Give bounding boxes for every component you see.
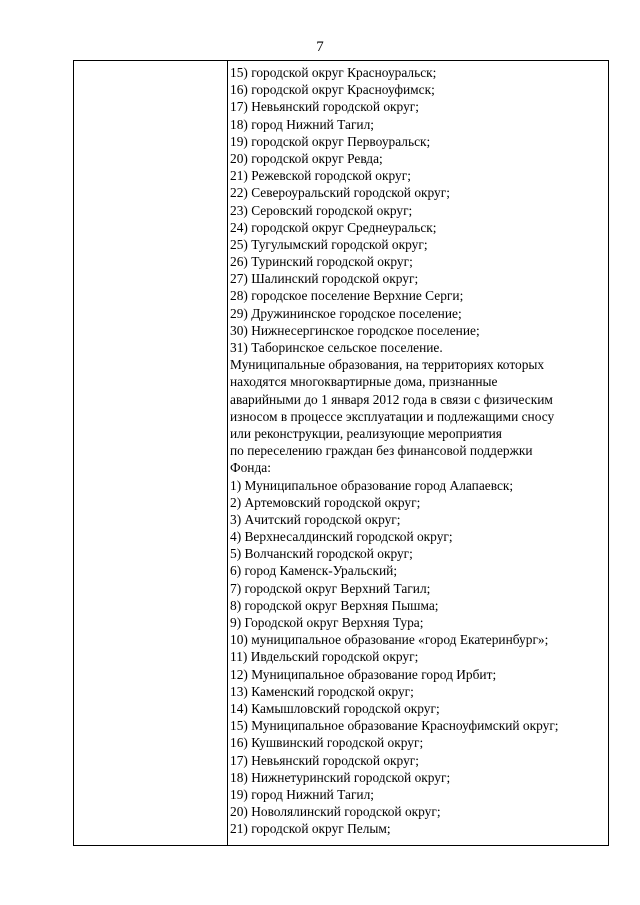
list-item: 23) Серовский городской округ; xyxy=(230,202,413,218)
paragraph-line: аварийными до 1 января 2012 года в связи с физическим xyxy=(230,391,553,407)
list-item: 6) город Каменск-Уральский; xyxy=(230,563,398,579)
list-item: 21) Режевской городской округ; xyxy=(230,168,411,184)
list-item: 4) Верхнесалдинский городской округ; xyxy=(230,529,453,545)
list-item: 13) Каменский городской округ; xyxy=(230,683,414,699)
list-item: 17) Невьянский городской округ; xyxy=(230,752,419,768)
list-item: 18) город Нижний Тагил; xyxy=(230,116,375,132)
list-item: 30) Нижнесергинское городское поселение; xyxy=(230,322,480,338)
list-item: 21) городской округ Пелым; xyxy=(230,821,391,837)
list-item: 11) Ивдельский городской округ; xyxy=(230,649,419,665)
paragraph-line: износом в процессе эксплуатации и подлежащими сносу xyxy=(230,408,555,424)
paragraph-line: Муниципальные образования, на территориях которых xyxy=(230,357,545,373)
paragraph-line: находятся многоквартирные дома, признанные xyxy=(230,374,498,390)
document-table xyxy=(73,60,609,846)
list-item: 19) городской округ Первоуральск; xyxy=(230,133,431,149)
list-item: 15) городской округ Красноуральск; xyxy=(230,65,437,80)
paragraph-line: или реконструкции, реализующие мероприятия xyxy=(230,425,502,441)
list-item: 28) городское поселение Верхние Серги; xyxy=(230,288,464,304)
list-item: 31) Таборинское сельское поселение. xyxy=(230,340,443,355)
list-item: 17) Невьянский городской округ; xyxy=(230,99,419,115)
list-item: 5) Волчанский городской округ; xyxy=(230,546,413,562)
right-column-content xyxy=(230,64,610,837)
list-item: 9) Городской округ Верхняя Тура; xyxy=(230,615,424,630)
paragraph-line: Фонда: xyxy=(230,460,271,476)
list-item: 7) городской округ Верхний Тагил; xyxy=(230,580,431,596)
list-item: 22) Североуральский городской округ; xyxy=(230,185,450,201)
list-item: 27) Шалинский городской округ; xyxy=(230,271,419,287)
list-item: 15) Муниципальное образование Красноуфимский округ; xyxy=(230,718,559,734)
list-item: 16) городской округ Красноуфимск; xyxy=(230,82,435,98)
list-item: 3) Ачитский городской округ; xyxy=(230,511,401,527)
list-item: 26) Туринский городской округ; xyxy=(230,254,413,270)
column-divider xyxy=(227,61,228,845)
list-item: 14) Камышловский городской округ; xyxy=(230,700,440,716)
paragraph-line: по переселению граждан без финансовой поддержки xyxy=(230,443,533,459)
list-item: 25) Тугулымский городской округ; xyxy=(230,236,428,252)
page-number: 7 xyxy=(316,39,324,55)
list-item: 10) муниципальное образование «город Екатеринбург»; xyxy=(230,632,549,648)
list-item: 16) Кушвинский городской округ; xyxy=(230,735,424,751)
list-item: 24) городской округ Среднеуральск; xyxy=(230,219,437,235)
section-paragraph xyxy=(230,356,610,476)
list-item: 18) Нижнетуринский городской округ; xyxy=(230,769,451,785)
list-item: 19) город Нижний Тагил; xyxy=(230,786,375,802)
list-item: 1) Муниципальное образование город Алапаевск; xyxy=(230,477,514,493)
list-item: 8) городской округ Верхняя Пышма; xyxy=(230,597,439,613)
municipality-list-b xyxy=(230,477,610,838)
list-item: 20) городской округ Ревда; xyxy=(230,150,383,166)
list-item: 29) Дружининское городское поселение; xyxy=(230,305,462,321)
municipality-list-a xyxy=(230,64,610,356)
list-item: 2) Артемовский городской округ; xyxy=(230,494,421,510)
list-item: 20) Новолялинский городской округ; xyxy=(230,804,441,820)
list-item: 12) Муниципальное образование город Ирбит; xyxy=(230,666,497,682)
